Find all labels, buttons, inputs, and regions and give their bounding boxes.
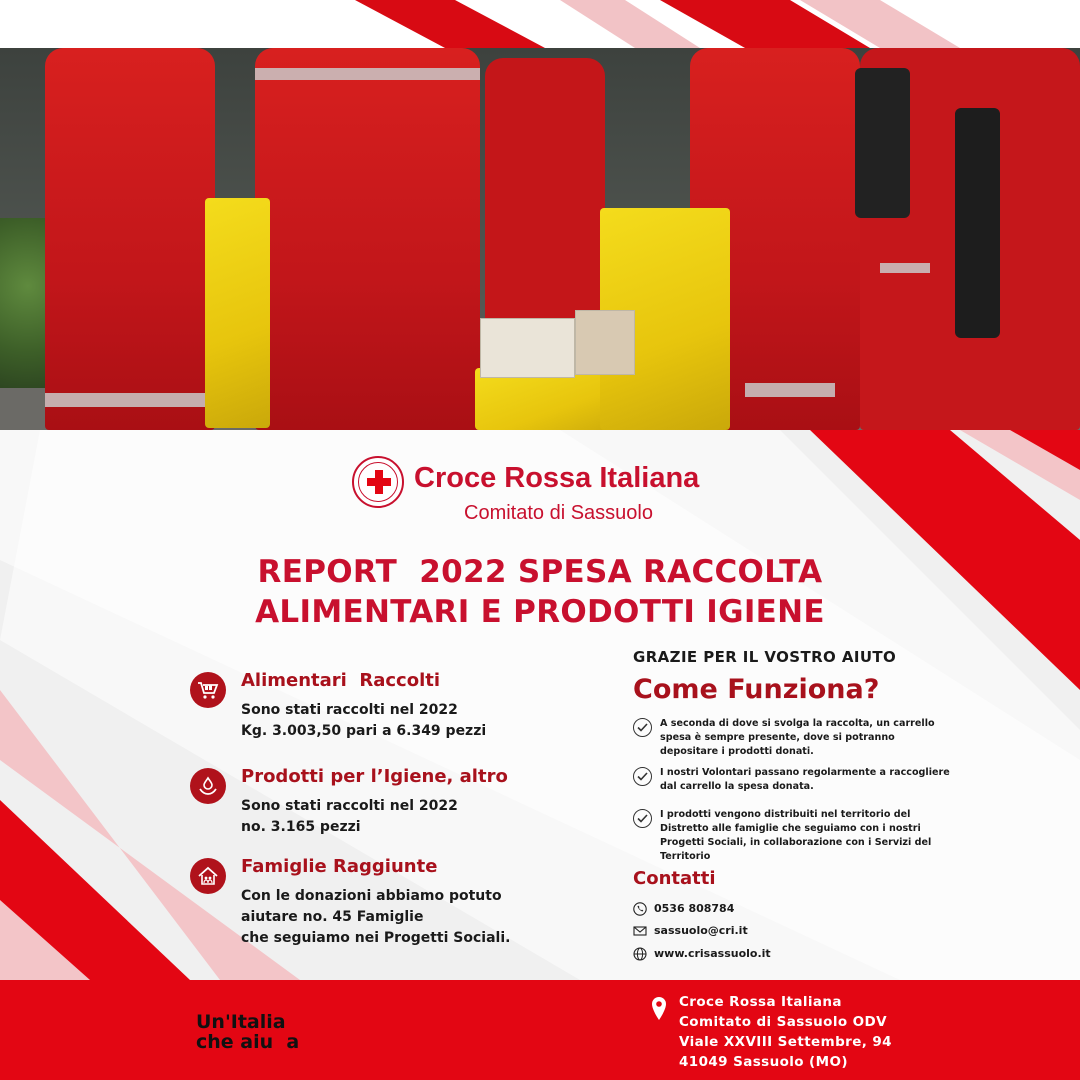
location-pin-icon xyxy=(651,996,667,1022)
step-text: A seconda di dove si svolga la raccolta, un carrello spesa è sempre presente, dove si potranno depositare i prodotti donati. xyxy=(660,718,935,757)
item-title: Prodotti per l’Igiene, altro xyxy=(241,766,508,787)
hygiene-hands-icon xyxy=(190,768,226,804)
address-line: Viale XXVIII Settembre, 94 xyxy=(679,1034,892,1050)
hero-photo xyxy=(0,48,1080,430)
item-food-collected xyxy=(190,670,600,750)
campaign-logo xyxy=(196,1012,299,1052)
item-body xyxy=(241,886,510,949)
item-body-line: Sono stati raccolti nel 2022 xyxy=(241,702,458,718)
campaign-logo-line1: Un'Italia xyxy=(196,1011,286,1033)
item-body-line: aiutare no. 45 Famiglie xyxy=(241,909,424,925)
step-text: I prodotti vengono distribuiti nel territorio del Distretto alle famiglie che seguiamo con i nostri Progetti Sociali, in collaborazione con i Servizi del Territorio xyxy=(660,809,932,862)
check-circle-icon xyxy=(633,718,652,737)
check-circle-icon xyxy=(633,809,652,828)
report-title-line1: REPORT 2022 SPESA RACCOLTA xyxy=(257,554,823,590)
website-url: www.crisassuolo.it xyxy=(654,947,771,960)
thanks-heading: GRAZIE PER IL VOSTRO AIUTO xyxy=(633,648,897,666)
check-circle-icon xyxy=(633,767,652,786)
committee-name: Comitato di Sassuolo xyxy=(464,502,653,524)
step-item xyxy=(633,766,953,798)
globe-icon xyxy=(633,947,647,961)
organization-name: Croce Rossa Italiana xyxy=(414,462,700,494)
item-families-reached xyxy=(190,856,600,956)
shopping-cart-icon xyxy=(190,672,226,708)
phone-number: 0536 808784 xyxy=(654,902,735,915)
cri-logo xyxy=(352,452,742,532)
item-body-line: no. 3.165 pezzi xyxy=(241,819,361,835)
red-cross-emblem-icon xyxy=(352,456,404,508)
email-icon xyxy=(633,924,647,938)
address-line: Comitato di Sassuolo ODV xyxy=(679,1014,887,1030)
item-body-line: Sono stati raccolti nel 2022 xyxy=(241,798,458,814)
contacts-heading: Contatti xyxy=(633,868,716,889)
item-title: Alimentari Raccolti xyxy=(241,670,441,691)
phone-icon xyxy=(633,902,647,916)
step-item xyxy=(633,808,953,866)
report-title-line2: ALIMENTARI E PRODOTTI IGIENE xyxy=(255,594,825,630)
footer-address xyxy=(679,992,892,1072)
item-body-line: Kg. 3.003,50 pari a 6.349 pezzi xyxy=(241,723,487,739)
item-hygiene-products xyxy=(190,766,600,846)
item-body xyxy=(241,796,458,838)
item-title: Famiglie Raggiunte xyxy=(241,856,438,877)
step-item xyxy=(633,717,953,761)
campaign-logo-line2: che aiu a xyxy=(196,1031,300,1053)
footer-bar xyxy=(0,980,1080,1080)
address-line: 41049 Sassuolo (MO) xyxy=(679,1054,848,1070)
step-text: I nostri Volontari passano regolarmente a raccogliere dal carrello la spesa donata. xyxy=(660,767,950,792)
email-address: sassuolo@cri.it xyxy=(654,924,748,937)
report-title xyxy=(190,552,890,632)
address-line: Croce Rossa Italiana xyxy=(679,994,842,1010)
item-body xyxy=(241,700,486,742)
item-body-line: Con le donazioni abbiamo potuto xyxy=(241,888,502,904)
how-it-works-title: Come Funziona? xyxy=(633,674,880,705)
family-house-icon xyxy=(190,858,226,894)
item-body-line: che seguiamo nei Progetti Sociali. xyxy=(241,930,511,946)
